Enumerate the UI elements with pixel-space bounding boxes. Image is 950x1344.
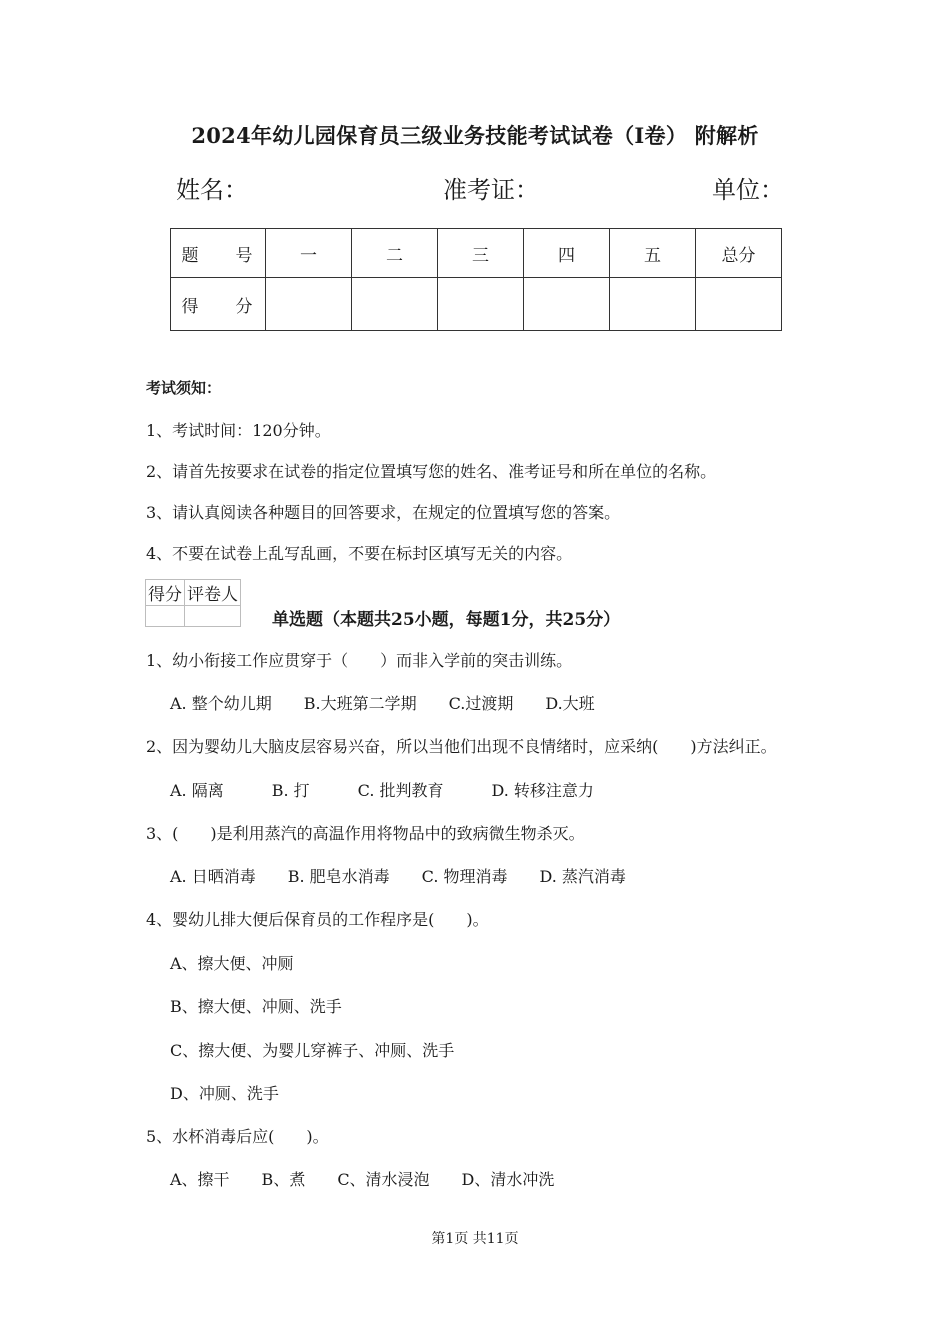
score-cell <box>352 278 438 331</box>
exam-id-field-label: 准考证： <box>443 176 539 204</box>
score-cell <box>524 278 610 331</box>
score-table-header-cell: 一 <box>266 229 352 278</box>
score-row-label: 得 分 <box>171 278 266 331</box>
notice-item: 3、请认真阅读各种题目的回答要求，在规定的位置填写您的答案。 <box>146 503 621 522</box>
document-title: 2024年幼儿园保育员三级业务技能考试试卷（I卷） 附解析 <box>191 123 759 148</box>
notice-item: 2、请首先按要求在试卷的指定位置填写您的姓名、准考证号和所在单位的名称。 <box>146 462 717 481</box>
score-table-header-cell: 四 <box>524 229 610 278</box>
question-text: 3、( )是利用蒸汽的高温作用将物品中的致病微生物杀灭。 <box>146 824 585 843</box>
grader-box <box>145 579 241 627</box>
notice-item: 1、考试时间：120分钟。 <box>146 421 331 440</box>
score-cell <box>438 278 524 331</box>
section-title: 单选题（本题共25小题，每题1分，共25分） <box>272 610 621 630</box>
score-table-header-cell: 总分 <box>696 229 782 278</box>
score-table-header-cell: 二 <box>352 229 438 278</box>
score-table-score-row <box>171 278 782 331</box>
score-table-header-cell: 五 <box>610 229 696 278</box>
question-options: A. 隔离 B. 打 C. 批判教育 D. 转移注意力 <box>170 781 594 800</box>
grader-box-score-label: 得分 <box>146 580 185 606</box>
notice-heading: 考试须知： <box>146 379 222 397</box>
grader-box-grader-cell <box>185 606 241 627</box>
grader-box-score-cell <box>146 606 185 627</box>
score-table-header-cell: 三 <box>438 229 524 278</box>
score-cell <box>696 278 782 331</box>
score-table-header-cell: 题 号 <box>171 229 266 278</box>
question-option: D、冲厕、洗手 <box>170 1084 279 1103</box>
question-text: 4、婴幼儿排大便后保育员的工作程序是( )。 <box>146 910 489 929</box>
score-table-header-row <box>171 229 782 278</box>
question-option: A、擦大便、冲厕 <box>170 954 294 973</box>
score-cell <box>610 278 696 331</box>
question-option: B、擦大便、冲厕、洗手 <box>170 997 342 1016</box>
score-table <box>170 228 782 331</box>
page-footer: 第1页 共11页 <box>431 1231 519 1247</box>
name-field-label: 姓名： <box>176 176 248 204</box>
question-option: C、擦大便、为婴儿穿裤子、冲厕、洗手 <box>170 1041 455 1060</box>
score-cell <box>266 278 352 331</box>
question-options: A、擦干 B、煮 C、清水浸泡 D、清水冲洗 <box>170 1170 555 1189</box>
unit-field-label: 单位： <box>712 176 784 204</box>
question-options: A. 整个幼儿期 B.大班第二学期 C.过渡期 D.大班 <box>170 694 595 713</box>
question-options: A. 日晒消毒 B. 肥皂水消毒 C. 物理消毒 D. 蒸汽消毒 <box>170 867 626 886</box>
notice-item: 4、不要在试卷上乱写乱画，不要在标封区填写无关的内容。 <box>146 544 573 563</box>
question-text: 5、水杯消毒后应( )。 <box>146 1127 329 1146</box>
grader-box-grader-label: 评卷人 <box>185 580 241 606</box>
question-text: 1、幼小衔接工作应贯穿于（ ）而非入学前的突击训练。 <box>146 651 573 670</box>
question-text: 2、因为婴幼儿大脑皮层容易兴奋，所以当他们出现不良情绪时，应采纳( )方法纠正。 <box>146 737 777 756</box>
